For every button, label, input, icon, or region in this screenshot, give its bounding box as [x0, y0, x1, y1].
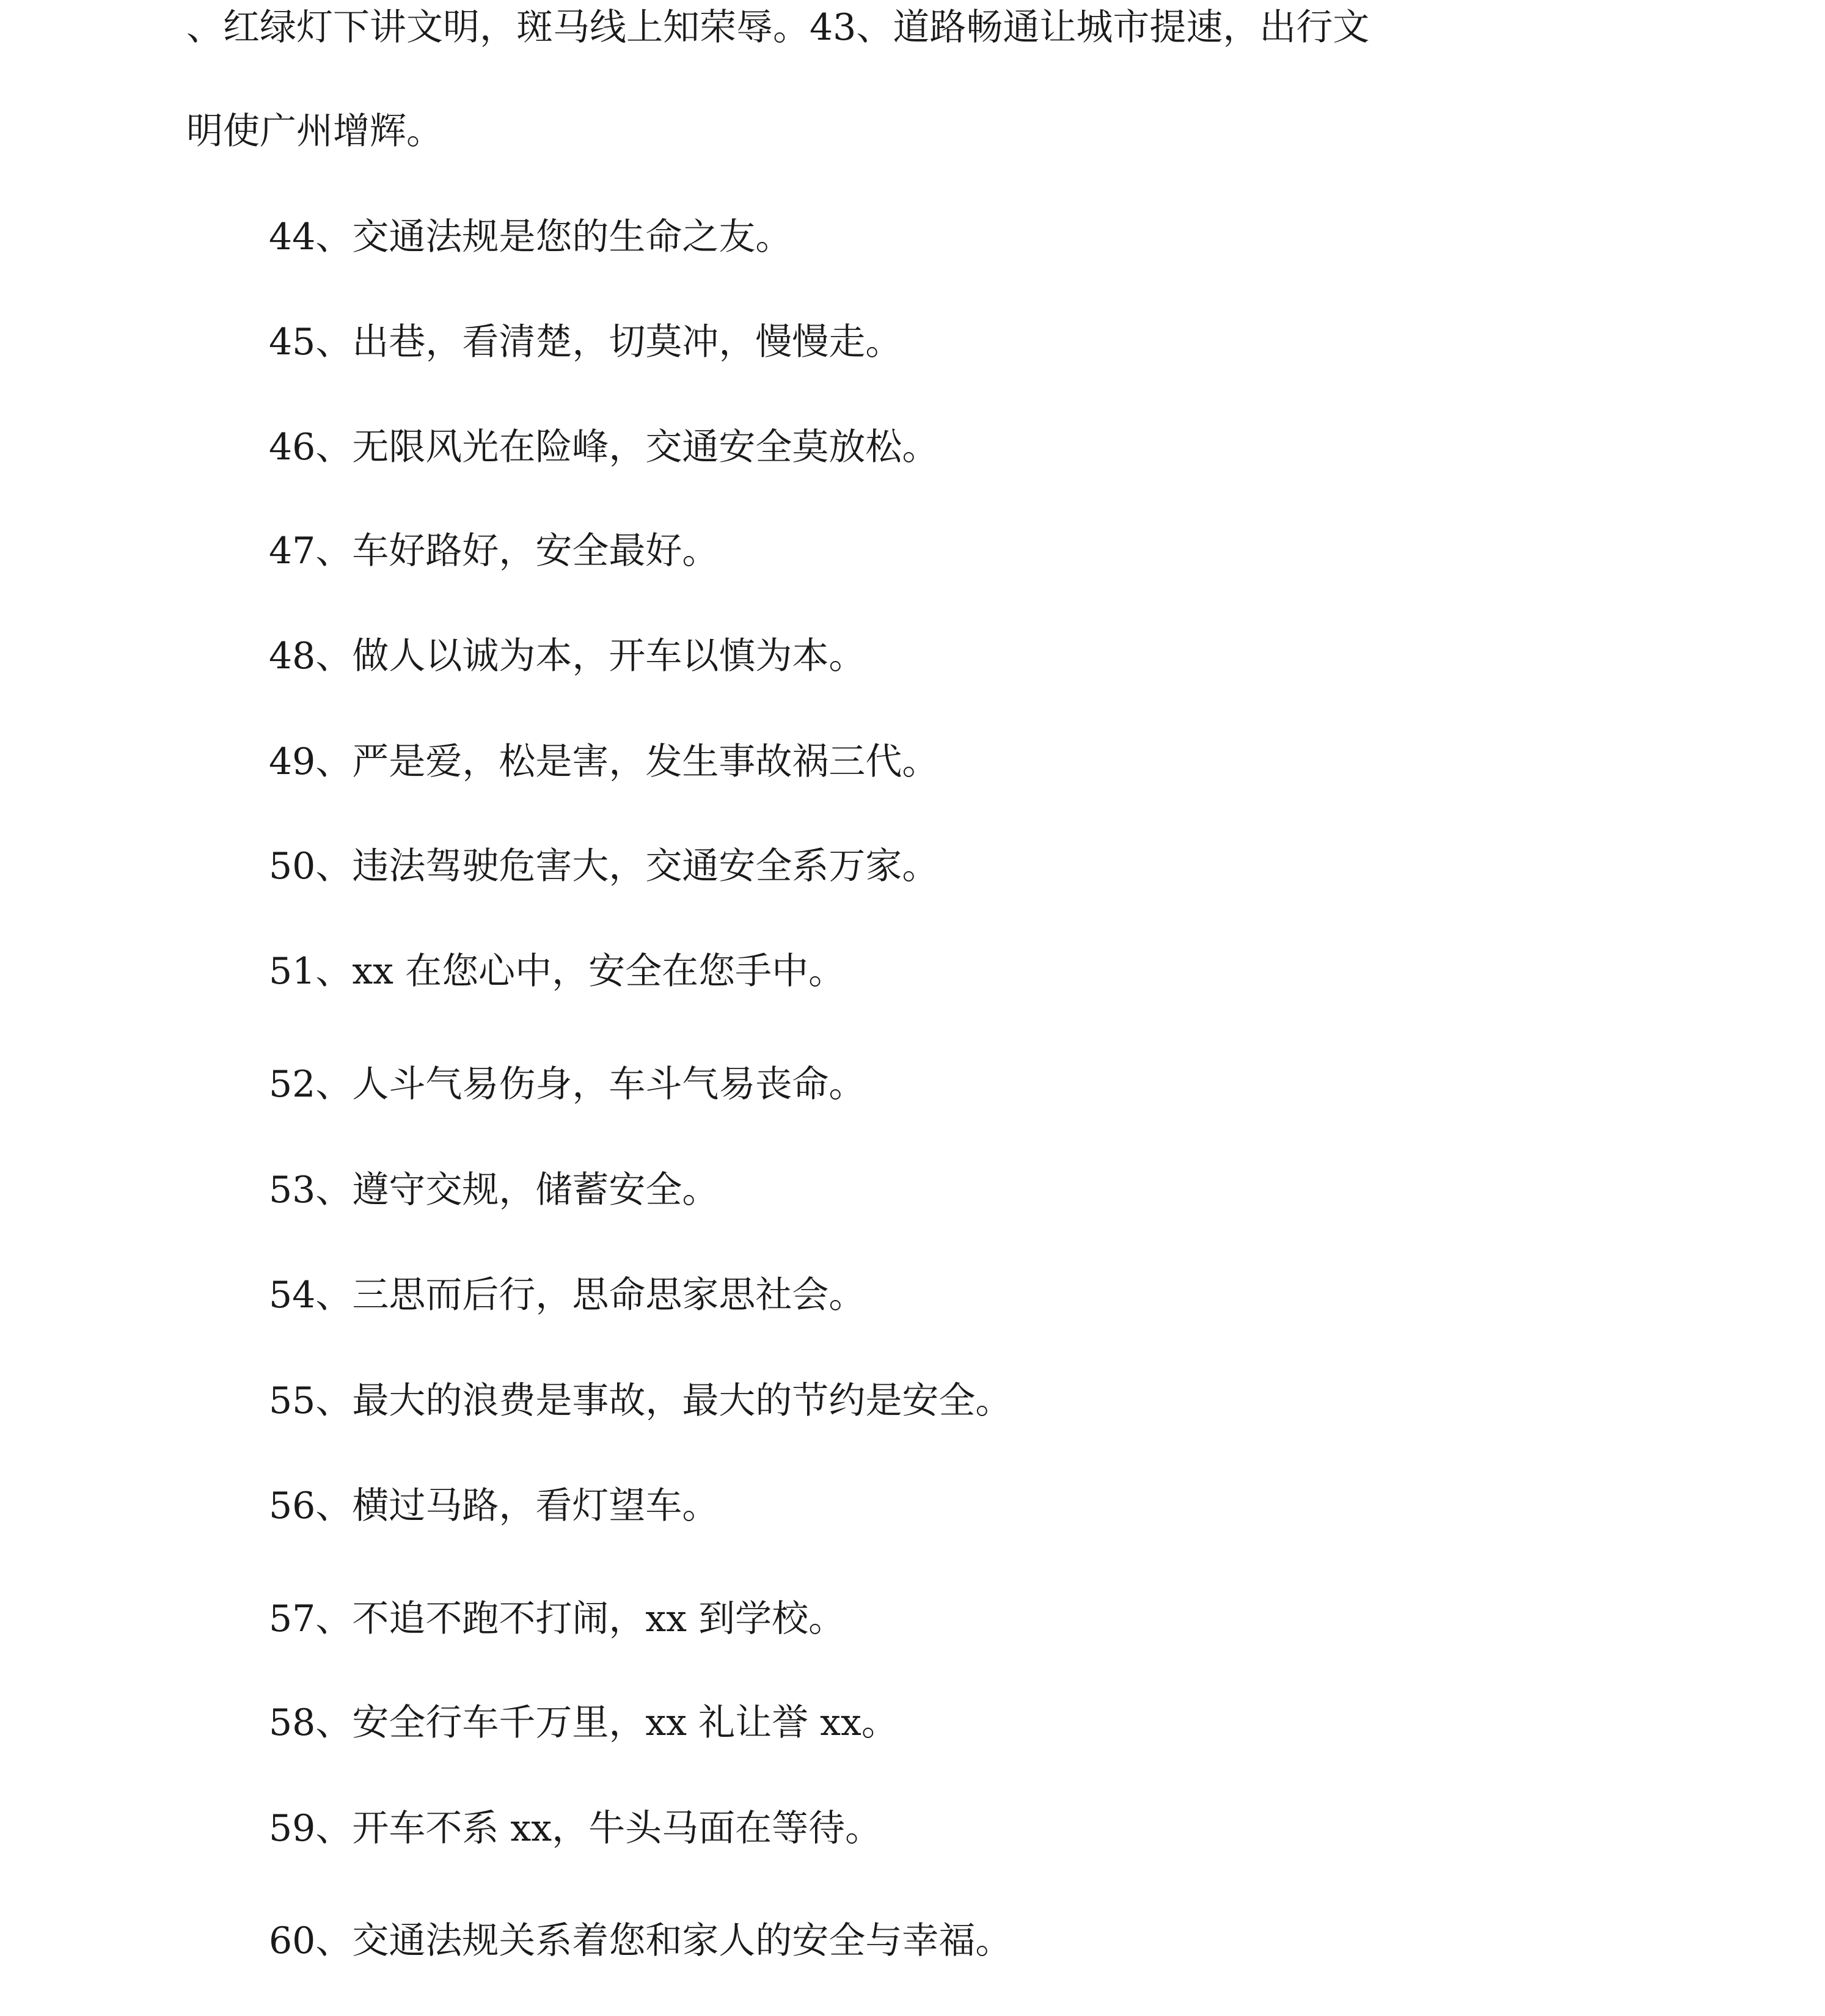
- paragraph-line-1: 、红绿灯下讲文明，斑马线上知荣辱。43、道路畅通让城市提速，出行文: [186, 6, 1370, 49]
- list-item-59: 59、开车不系 xx，牛头马面在等待。: [269, 1807, 882, 1850]
- list-item-57: 57、不追不跑不打闹，xx 到学校。: [269, 1598, 846, 1640]
- list-item-54: 54、三思而后行，思命思家思社会。: [269, 1274, 866, 1317]
- list-item-56: 56、横过马路，看灯望车。: [269, 1485, 719, 1527]
- list-item-51: 51、xx 在您心中，安全在您手中。: [269, 950, 846, 993]
- paragraph-line-2: 明使广州增辉。: [186, 110, 443, 153]
- list-item-60: 60、交通法规关系着您和家人的安全与幸福。: [269, 1919, 1012, 1962]
- list-item-49: 49、严是爱，松是害，发生事故祸三代。: [269, 740, 939, 783]
- list-item-44: 44、交通法规是您的生命之友。: [269, 216, 792, 258]
- list-item-46: 46、无限风光在险峰，交通安全莫放松。: [269, 426, 939, 469]
- list-item-48: 48、做人以诚为本，开车以慎为本。: [269, 635, 866, 677]
- list-item-45: 45、出巷，看清楚，切莫冲，慢慢走。: [269, 321, 902, 363]
- list-item-52: 52、人斗气易伤身，车斗气易丧命。: [269, 1063, 866, 1106]
- list-item-55: 55、最大的浪费是事故，最大的节约是安全。: [269, 1379, 1012, 1422]
- list-item-47: 47、车好路好，安全最好。: [269, 530, 719, 572]
- list-item-50: 50、违法驾驶危害大，交通安全系万家。: [269, 845, 939, 888]
- list-item-53: 53、遵守交规，储蓄安全。: [269, 1169, 719, 1211]
- list-item-58: 58、安全行车千万里，xx 礼让誉 xx。: [269, 1701, 898, 1744]
